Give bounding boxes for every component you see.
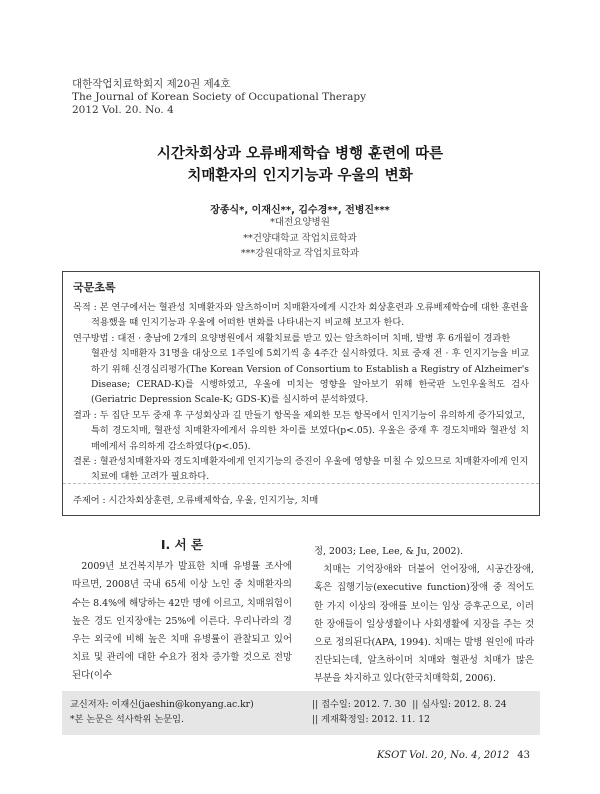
received-date: || 접수일: 2012. 7. 30 — [312, 699, 407, 710]
affiliation-3: ***강원대학교 작업치료학과 — [240, 248, 360, 259]
keywords-divider — [63, 483, 539, 484]
journal-reference: KSOT Vol. 20, No. 4, 2012 — [376, 750, 510, 761]
thesis-note: *본 논문은 석사학위 논문임. — [70, 714, 184, 725]
intro-paragraph-2: 치매는 기억장애와 더불어 언어장애, 시공간장애, 혹은 집행기능(executive function)장애 중 적어도 한 가지 이상의 장애를 보이는 임상 증후군으로, 이러한 장애들이 일상생활이나 사회생활에 지장을 주는 것으로 정의된다(APA, 1994). 치매는 발병 원인에 따라 진단되는데, 알츠하이머 치매와 혈관성 치매가 많은 부분을 차지하고 있다(한국치매학회, 2006). — [314, 564, 534, 685]
journal-volume: 2012 Vol. 20. No. 4 — [72, 104, 174, 116]
section-label: 목적 : — [73, 302, 100, 313]
body-column-right — [314, 543, 534, 689]
keywords — [73, 492, 318, 506]
abstract-results: 결과 : 두 집단 모두 중재 후 구성회상과 길 만들기 항목을 제외한 모든 항목에서 인지기능이 유의하게 증가되었고, 특히 경도치매, 혈관성 치매환자에게서 유의한 차이를 보였다(p<.05). 우울은 중재 후 경도치매와 혈관성 치매에게서 유의하게 감소하였다(p<.05). — [73, 409, 529, 452]
abstract-conclusion: 결론 : 혈관성치매환자와 경도치매환자에게 인지기능의 증진이 우울에 영향을 미칠 수 있으므로 치매환자에게 인지 치료에 대한 고려가 필요하다. — [73, 456, 529, 483]
reviewed-date: || 심사일: 2012. 8. 24 — [412, 699, 507, 710]
accepted-date: || 게재확정일: 2012. 11. 12 — [312, 714, 430, 725]
section-label: 연구방법 : — [73, 332, 118, 344]
paper-title-line-2: 치매환자의 인지기능과 우울의 변화 — [187, 168, 413, 184]
journal-english-name: The Journal of Korean Society of Occupational Therapy — [72, 91, 367, 103]
affiliation-2: **건양대학교 작업치료학과 — [243, 233, 357, 244]
page-footer — [377, 750, 530, 761]
journal-korean-name: 대한작업치료학회지 제20권 제4호 — [72, 78, 231, 90]
intro-paragraph-1-continued: 정, 2003; Lee, Lee, & Ju, 2002). — [314, 546, 464, 557]
paper-title-line-1: 시간차회상과 오류배제학습 병행 훈련에 따른 — [156, 146, 444, 162]
abstract-box — [62, 271, 540, 516]
page-number: 43 — [517, 750, 530, 761]
abstract-methods: 연구방법 : 대전 · 충남에 2개의 요양병원에서 재활치료를 받고 있는 알츠하이머 치매, 발병 후 6개월이 경과한 혈관성 치매환자 31명을 대상으로 1주일에 5회기씩 총 4주간 실시하였다. 치료 중재 전 · 후 인지기능을 비교하기 위해 신경심리평가(The Korean Version of Consortium to Establish a Registry of Alzheimer's Disease; CERAD-K)를 시행하였고, 우울에 미치는 영향을 알아보기 위해 한국판 노인우울척도 검사(Geriatric Depression Scale-K; GDS-K)를 실시하여 분석하였다. — [73, 332, 529, 406]
section-heading-introduction: I. 서 론 — [160, 537, 204, 552]
abstract-heading: 국문초록 — [73, 281, 116, 294]
section-label: 결과 : — [73, 409, 100, 421]
corresponding-author: 교신저자: 이재신(jaeshin@konyang.ac.kr) — [70, 699, 254, 710]
footnote-box — [62, 691, 540, 735]
abstract-purpose: 목적 : 본 연구에서는 혈관성 치매환자와 알츠하이머 치매환자에게 시간차 회상훈련과 오류배제학습에 대한 훈련을 적용했을 때 인지기능과 우울에 어떠한 변화를 나타내는지 비교해 보고자 한다. — [73, 302, 529, 329]
intro-paragraph-1: 2009년 보건복지부가 발표한 치매 유병률 조사에 따르면, 2008년 국내 65세 이상 노인 중 치매환자의 수는 8.4%에 해당하는 42만 명에 이르고, 치매위험이 높은 경도 인지장애는 25%에 이른다. 우리나라의 경우는 외국에 비해 높은 치매 유병률이 관찰되고 있어 치료 및 관리에 대한 수요가 점차 증가할 것으로 전망된다(이수 — [72, 561, 292, 682]
author-list: 장종식*, 이재신**, 김수경**, 전병진*** — [210, 205, 390, 216]
affiliation-1: *대전요양병원 — [270, 217, 330, 228]
body-column-left — [72, 536, 292, 686]
keywords-list: 시간차회상훈련, 오류배제학습, 우울, 인지기능, 치매 — [108, 495, 319, 506]
journal-header — [72, 78, 366, 117]
keywords-label: 주제어 : — [73, 495, 109, 506]
section-label: 결론 : — [73, 456, 100, 468]
